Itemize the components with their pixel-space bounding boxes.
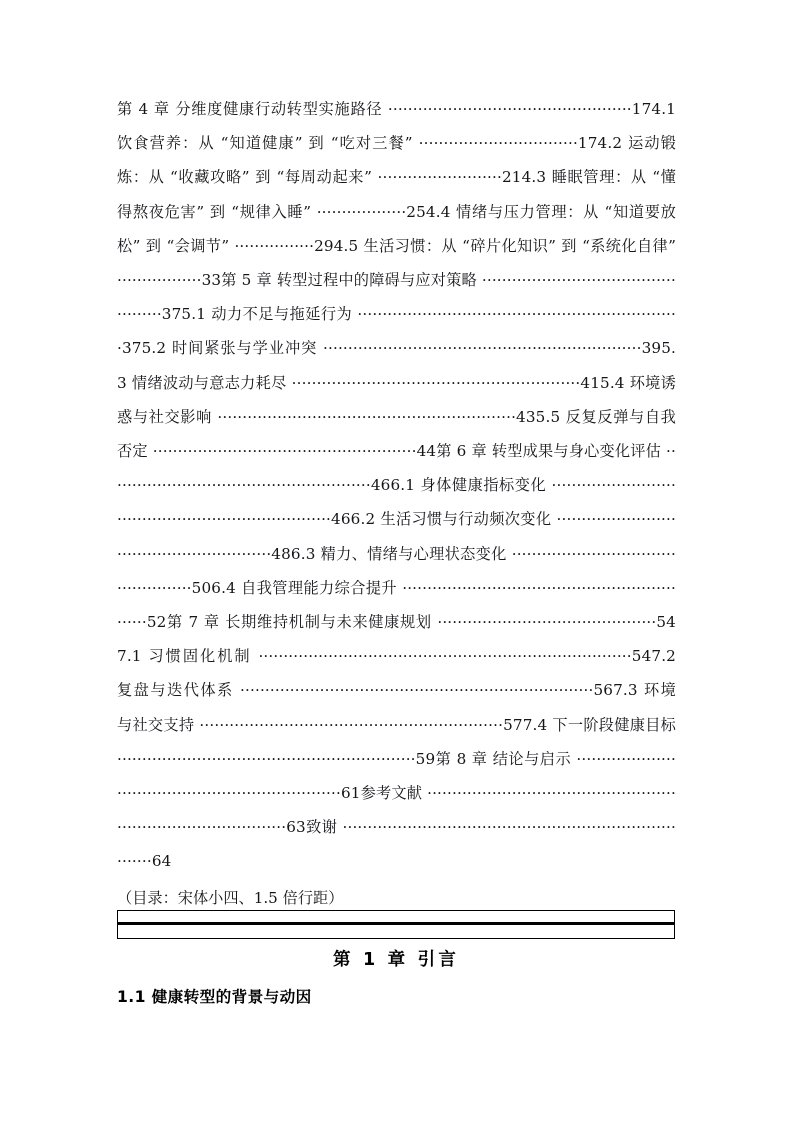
header-rule-row-bottom [118, 925, 674, 938]
section-heading: 1.1 健康转型的背景与动因 [117, 988, 312, 1006]
toc-format-note: （目录：宋体小四、1.5 倍行距） [117, 888, 344, 907]
page-content [117, 92, 676, 915]
table-of-contents: 第 4 章 分维度健康行动转型实施路径 ·················································174.1 饮食营养：从 “知道健康” 到 “吃对三餐” ································174.2 运动锻炼：从 “收藏攻略” 到 “每周动起来” ·························214.3 睡眠管理：从 “懂得熬夜危害” 到 “规律入睡” ··················254.4 情绪与压力管理：从 “知道要放松” 到 “会调节” ················294.5 生活习惯：从 “碎片化知识” 到 “系统化自律” ·················33第 5 章 转型过程中的障碍与应对策略 ················································375.1 动力不足与拖延行为 ·································································375.2 时间紧张与学业冲突 ································································395.3 情绪波动与意志力耗尽 ··························································415.4 环境诱惑与社交影响 ····························································435.5 反复反弹与自我否定 ·····················································44第 6 章 转型成果与身心变化评估 ·····················································466.1 身体健康指标变化 ····································································466.2 生活习惯与行动频次变化 ·······················································486.3 精力、情绪与心理状态变化 ················································506.4 自我管理能力综合提升 ·····························································52第 7 章 长期维持机制与未来健康规划 ············································547.1 习惯固化机制 ···········································································547.2 复盘与迭代体系 ·······································································567.3 环境与社交支持 ·····························································577.4 下一阶段健康目标 ····························································59第 8 章 结论与启示 ·································································61参考文献 ····················································································63致谢 ··········································································64 [117, 100, 676, 871]
header-rule-row-top [118, 911, 674, 925]
header-rule-table [117, 910, 675, 939]
chapter-title: 第 1 章 引言 [332, 950, 460, 970]
